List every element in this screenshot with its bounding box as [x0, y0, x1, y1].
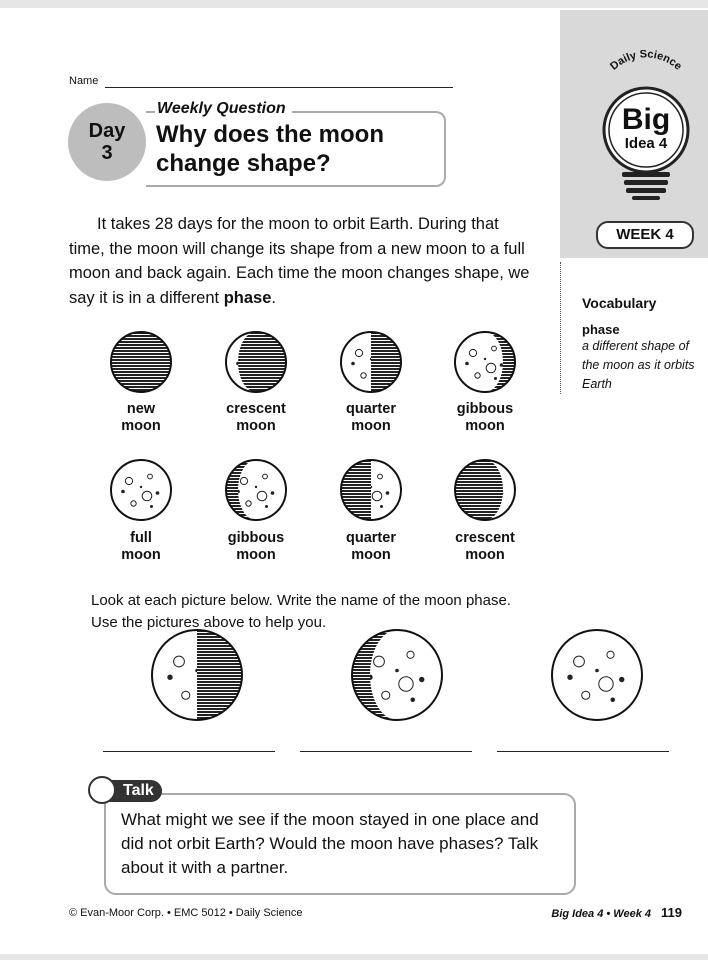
talk-text: What might we see if the moon stayed in one place and did not orbit Earth? Would the moon have phases? Talk about it with a partner. [121, 810, 539, 877]
vocabulary-title: Vocabulary [582, 295, 657, 311]
moon-quarter [338, 457, 404, 523]
moon-phase-label-line2: moon [465, 418, 505, 434]
week-badge: WEEK 4 [596, 221, 694, 249]
weekly-question-label: Weekly Question [155, 100, 292, 118]
vocabulary-box [582, 295, 702, 394]
talk-speech-icon [88, 776, 116, 804]
moon-phase-label-line2: moon [465, 547, 505, 563]
moon-crescent [452, 457, 518, 523]
top-strip [0, 0, 708, 8]
moon-gibbous [452, 329, 518, 395]
moon-phase-label [201, 401, 311, 435]
vocabulary-divider [560, 262, 561, 394]
name-line[interactable] [105, 87, 453, 88]
instructions [91, 590, 591, 634]
vocabulary-definition: a different shape of the moon as it orbits Earth [582, 339, 695, 391]
moon-phase-label-line1: gibbous [456, 401, 514, 417]
intro-text-end: . [271, 288, 276, 307]
moon-phase-label [316, 401, 426, 435]
idea-label: Idea 4 [624, 135, 668, 152]
moon-phase-label-line1: full [130, 530, 152, 546]
exercise-moon-1 [149, 627, 245, 723]
talk-tab: Talk [95, 780, 162, 802]
moon-phase-label [430, 401, 540, 435]
day-badge [68, 103, 146, 181]
moon-phase-label [201, 530, 311, 564]
day-number: 3 [101, 142, 113, 164]
moon-phase-label-line1: crescent [226, 401, 286, 417]
page-number: 119 [661, 905, 682, 920]
big-label: Big [621, 103, 671, 136]
instructions-line-2: Use the pictures above to help you. [91, 614, 327, 631]
moon-phase-label-line2: moon [236, 418, 276, 434]
moon-phase-label-line2: moon [351, 418, 391, 434]
weekly-question-text: Why does the moon change shape? [156, 121, 384, 177]
moon-full [108, 457, 174, 523]
answer-line-3[interactable] [497, 751, 669, 752]
moon-gibbous [223, 457, 289, 523]
intro-bold-word: phase [223, 288, 272, 307]
moon-phase-label [86, 401, 196, 435]
instructions-line-1: Look at each picture below. Write the name of the moon phase. [91, 592, 511, 609]
moon-quarter [338, 329, 404, 395]
moon-phase-label [86, 530, 196, 564]
series-label: Daily Science [608, 50, 685, 73]
moon-phase-label [430, 530, 540, 564]
moon-phase-label-line2: moon [351, 547, 391, 563]
exercise-moon-2 [349, 627, 445, 723]
footer-page-info [551, 905, 682, 920]
day-word: Day [88, 120, 126, 142]
answer-line-2[interactable] [300, 751, 472, 752]
moon-phase-label-line2: moon [121, 418, 161, 434]
footer-copyright: © Evan-Moor Corp. • EMC 5012 • Daily Science [69, 907, 303, 919]
moon-phase-label-line1: quarter [346, 401, 396, 417]
moon-crescent [223, 329, 289, 395]
intro-paragraph [69, 212, 539, 310]
moon-phase-label-line1: gibbous [227, 530, 285, 546]
answer-line-1[interactable] [103, 751, 275, 752]
bottom-strip [0, 954, 708, 960]
exercise-moon-3 [549, 627, 645, 723]
name-label: Name [69, 75, 99, 87]
moon-phase-label [316, 530, 426, 564]
moon-phase-label-line1: new [126, 401, 156, 417]
moon-new [108, 329, 174, 395]
footer-unit: Big Idea 4 • Week 4 [551, 908, 652, 920]
vocabulary-term: phase [582, 322, 620, 337]
moon-phase-label-line1: quarter [346, 530, 396, 546]
intro-text: It takes 28 days for the moon to orbit Earth. During that time, the moon will change its shape from a new moon to a full moon and back again. Each time the moon changes shape, we say it is in a different [69, 215, 530, 307]
moon-phase-label-line1: crescent [455, 530, 515, 546]
big-idea-lightbulb-icon [588, 50, 704, 210]
moon-phase-label-line2: moon [236, 547, 276, 563]
svg-text:Daily Science [608, 50, 684, 73]
moon-phase-label-line2: moon [121, 547, 161, 563]
